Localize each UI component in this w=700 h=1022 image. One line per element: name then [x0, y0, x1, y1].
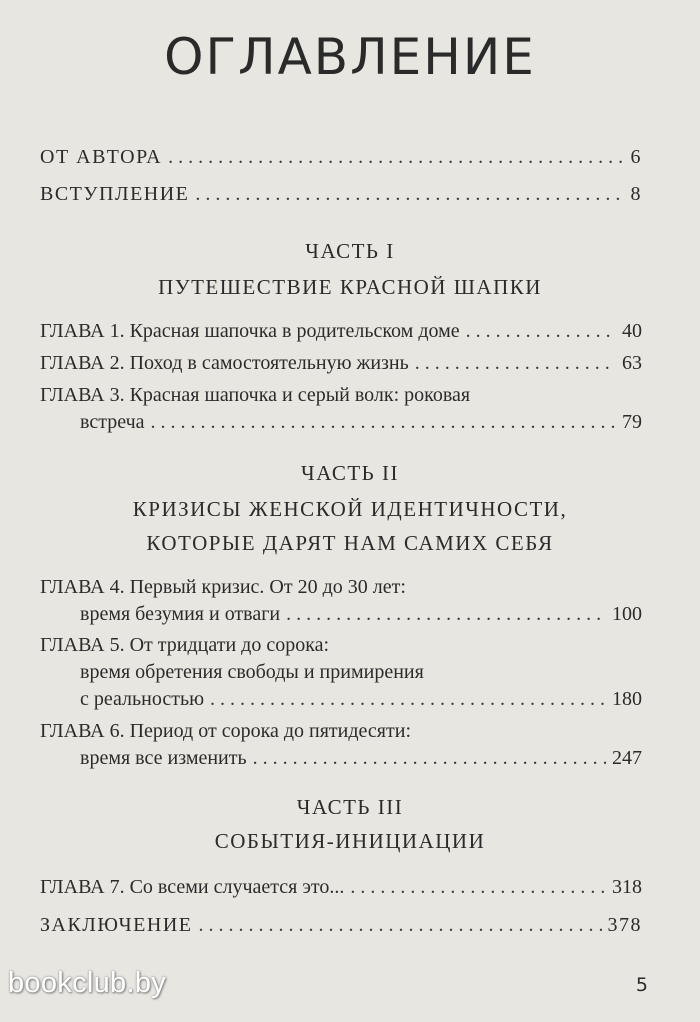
entry-label: ОТ АВТОРА — [40, 146, 163, 168]
part-2-subtitle-line-1: КРИЗИСЫ ЖЕНСКОЙ ИДЕНТИЧНОСТИ, — [132, 497, 568, 521]
dot-leader — [415, 350, 616, 377]
entry-page: 247 — [612, 747, 642, 769]
toc-entry-chapter-3[interactable] — [40, 382, 642, 436]
entry-page: 79 — [622, 411, 642, 433]
dot-leader — [286, 601, 606, 628]
entry-page: 378 — [607, 914, 642, 936]
entry-label: ЗАКЛЮЧЕНИЕ — [40, 914, 193, 936]
page-number: 5 — [635, 974, 648, 996]
entry-page: 318 — [612, 876, 642, 898]
toc-entry-introduction[interactable] — [40, 181, 642, 208]
dot-leader — [195, 181, 624, 208]
part-2-subtitle-line-2: КОТОРЫЕ ДАРЯТ НАМ САМИХ СЕБЯ — [146, 531, 554, 555]
entry-label: ГЛАВА 7. Со всеми случается это... — [40, 876, 345, 898]
entry-label-line-2: встреча — [80, 411, 145, 433]
toc-entry-chapter-4[interactable] — [40, 574, 642, 628]
entry-label-line-1: ГЛАВА 6. Период от сорока до пятидесяти: — [40, 720, 412, 742]
part-3-subtitle: СОБЫТИЯ-ИНИЦИАЦИИ — [214, 829, 486, 853]
entry-page: 100 — [612, 603, 642, 625]
dot-leader — [198, 912, 601, 939]
toc-entry-chapter-5[interactable] — [40, 632, 642, 713]
entry-label-line-3: с реальностью — [80, 688, 205, 710]
entry-label-line-2: время обретения свободы и примирения — [80, 661, 424, 683]
entry-page: 180 — [612, 688, 642, 710]
part-1-subtitle: ПУТЕШЕСТВИЕ КРАСНОЙ ШАПКИ — [158, 275, 542, 299]
toc-entry-conclusion[interactable] — [40, 912, 642, 939]
entry-label-line-1: ГЛАВА 5. От тридцати до сорока: — [40, 634, 330, 656]
part-3-heading: ЧАСТЬ III — [296, 795, 404, 819]
entry-label: ГЛАВА 2. Поход в самостоятельную жизнь — [40, 352, 409, 374]
toc-entry-chapter-7[interactable] — [40, 874, 642, 901]
entry-page: 6 — [630, 146, 642, 168]
dot-leader — [350, 874, 606, 901]
dot-leader — [210, 686, 606, 713]
toc-entry-chapter-2[interactable] — [40, 350, 642, 377]
part-2-heading: ЧАСТЬ II — [301, 461, 399, 485]
part-1-heading: ЧАСТЬ I — [305, 239, 395, 263]
entry-label: ГЛАВА 1. Красная шапочка в родительском доме — [40, 320, 460, 342]
dot-leader — [168, 144, 624, 171]
watermark-logo: bookclub.by — [8, 967, 167, 999]
toc-entry-chapter-6[interactable] — [40, 718, 642, 772]
entry-label-line-1: ГЛАВА 4. Первый кризис. От 20 до 30 лет: — [40, 576, 406, 598]
entry-label-line-2: время безумия и отваги — [80, 603, 281, 625]
toc-entry-chapter-1[interactable] — [40, 318, 642, 345]
dot-leader — [151, 409, 616, 436]
toc-title: ОГЛАВЛЕНИЕ — [164, 28, 536, 86]
dot-leader — [253, 745, 606, 772]
entry-label-line-1: ГЛАВА 3. Красная шапочка и серый волк: роковая — [40, 384, 471, 406]
entry-page: 40 — [622, 320, 642, 342]
dot-leader — [466, 318, 616, 345]
entry-label-line-2: время все изменить — [80, 747, 247, 769]
entry-label: ВСТУПЛЕНИЕ — [40, 183, 190, 205]
entry-page: 8 — [630, 183, 642, 205]
entry-page: 63 — [622, 352, 642, 374]
toc-entry-from-author[interactable] — [40, 144, 642, 171]
